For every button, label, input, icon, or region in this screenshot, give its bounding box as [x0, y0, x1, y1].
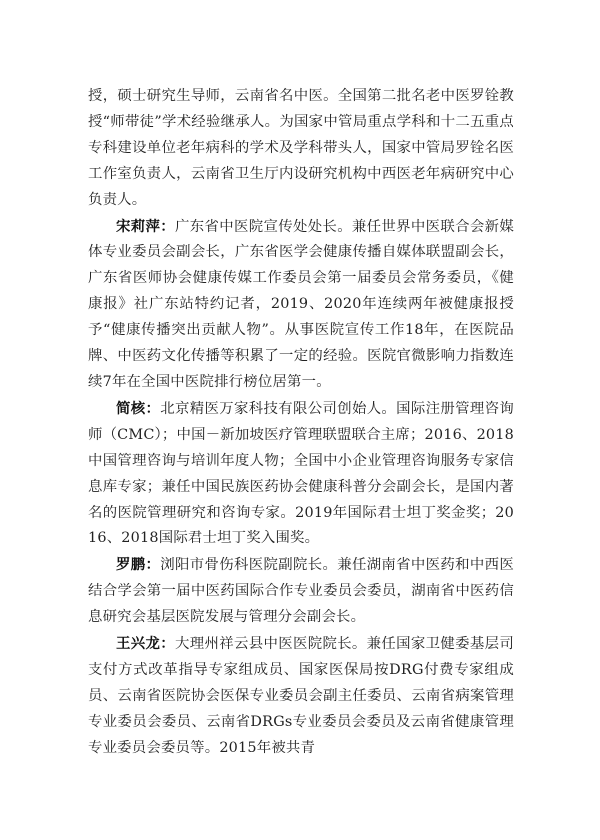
paragraph-text: 授，硕士研究生导师，云南省名中医。全国第二批名老中医罗铨教授“师带徒”学术经验继承人。为国家中管局重点学科和十二五重点专科建设单位老年病科的学术及学科带头人，国家中管局罗铨名医工作室负责人，云南省卫生厅内设研究机构中西医老年病研究中心负责人。 [88, 88, 514, 208]
document-page [88, 84, 514, 762]
paragraph-text: 广东省中医院宣传处处长。兼任世界中医联合会新媒体专业委员会副会长，广东省医学会健康传播自媒体联盟副会长，广东省医师协会健康传媒工作委员会第一届委员会常务委员，《健康报》社广东站特约记者，2019、2020年连续两年被健康报授予“健康传播突出贡献人物”。从事医院宣传工作18年，在医院品牌、中医药文化传播等积累了一定的经验。医院官微影响力指数连续7年在全国中医院排行榜位居第一。 [88, 218, 514, 390]
person-name: 王兴龙： [116, 635, 175, 653]
paragraph-wang-xinglong [88, 631, 514, 762]
person-name: 简核： [116, 399, 161, 417]
paragraph-jian-he [88, 396, 514, 552]
paragraph-continuation [88, 84, 514, 214]
person-name: 罗鹏： [116, 556, 161, 574]
paragraph-luo-peng [88, 552, 514, 631]
person-name: 宋莉萍： [116, 217, 175, 235]
paragraph-song-liping [88, 214, 514, 396]
paragraph-text: 浏阳市骨伤科医院副院长。兼任湖南省中医药和中西医结合学会第一届中医药国际合作专业委员会委员，湖南省中医药信息研究会基层医院发展与管理分会副会长。 [88, 557, 514, 626]
paragraph-text: 北京精医万家科技有限公司创始人。国际注册管理咨询师（CMC）；中国－新加坡医疗管理联盟联合主席；2016、2018中国管理咨询与培训年度人物；全国中小企业管理咨询服务专家信息库专家；兼任中国民族医药协会健康科普分会副会长，是国内著名的医院管理研究和咨询专家。2019年国际君士坦丁奖金奖；2016、2018国际君士坦丁奖入围奖。 [88, 400, 514, 547]
paragraph-text: 大理州祥云县中医医院院长。兼任国家卫健委基层司支付方式改革指导专家组成员、国家医保局按DRG付费专家组成员、云南省医院协会医保专业委员会副主任委员、云南省病案管理专业委员会委员、云南省DRGs专业委员会委员及云南省健康管理专业委员会委员等。2015年被共青 [88, 636, 514, 756]
